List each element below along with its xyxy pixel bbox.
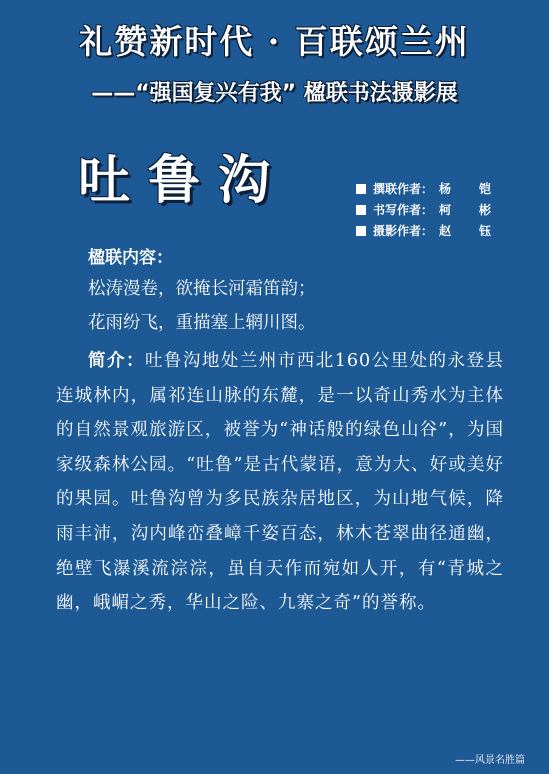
credit-role: 摄影作者： bbox=[373, 224, 434, 238]
poster-title: 礼赞新时代 · 百联颂兰州 bbox=[79, 22, 470, 61]
couplet-line-second: 花雨纷飞，重描塞上辋川图。 bbox=[88, 313, 316, 333]
credits-list bbox=[356, 178, 546, 241]
couplet-line-first: 松涛漫卷，欲掩长河霜笛韵； bbox=[88, 279, 316, 299]
credit-role: 书写作者： bbox=[373, 203, 434, 217]
intro-paragraph bbox=[56, 344, 504, 621]
credit-name: 杨 铠 bbox=[439, 182, 500, 196]
intro-label: 简介： bbox=[88, 351, 145, 371]
credit-name: 赵 钰 bbox=[439, 224, 500, 238]
place-name: 吐鲁沟 bbox=[78, 150, 289, 211]
square-bullet-icon bbox=[356, 205, 366, 215]
poster-subtitle: ——“强国复兴有我” 楹联书法摄影展 bbox=[91, 81, 458, 106]
credit-calligrapher bbox=[356, 199, 546, 220]
credit-couplet-author bbox=[356, 178, 546, 199]
square-bullet-icon bbox=[356, 184, 366, 194]
poster-content bbox=[56, 244, 504, 621]
intro-text: 吐鲁沟地处兰州市西北160公里处的永登县连城林内，属祁连山脉的东麓，是一以奇山秀水为主体的自然景观旅游区，被誉为“神话般的绿色山谷”，为国家级森林公园。“吐鲁”是古代蒙语，意为大、好或美好的果园。吐鲁沟曾为多民族杂居地区，为山地气候，降雨丰沛，沟内峰峦叠嶂千姿百态，林木苍翠曲径通幽，绝壁飞瀑溪流淙淙，虽自天作而宛如人开，有“青城之幽，峨嵋之秀，华山之险、九寨之奇”的誉称。 bbox=[56, 351, 505, 614]
couplet-heading: 楹联内容： bbox=[88, 248, 173, 268]
category-note: ——风景名胜篇 bbox=[455, 755, 525, 766]
credit-name: 柯 彬 bbox=[439, 203, 500, 217]
square-bullet-icon bbox=[356, 226, 366, 236]
credit-photographer bbox=[356, 220, 546, 241]
credit-role: 撰联作者： bbox=[373, 182, 434, 196]
